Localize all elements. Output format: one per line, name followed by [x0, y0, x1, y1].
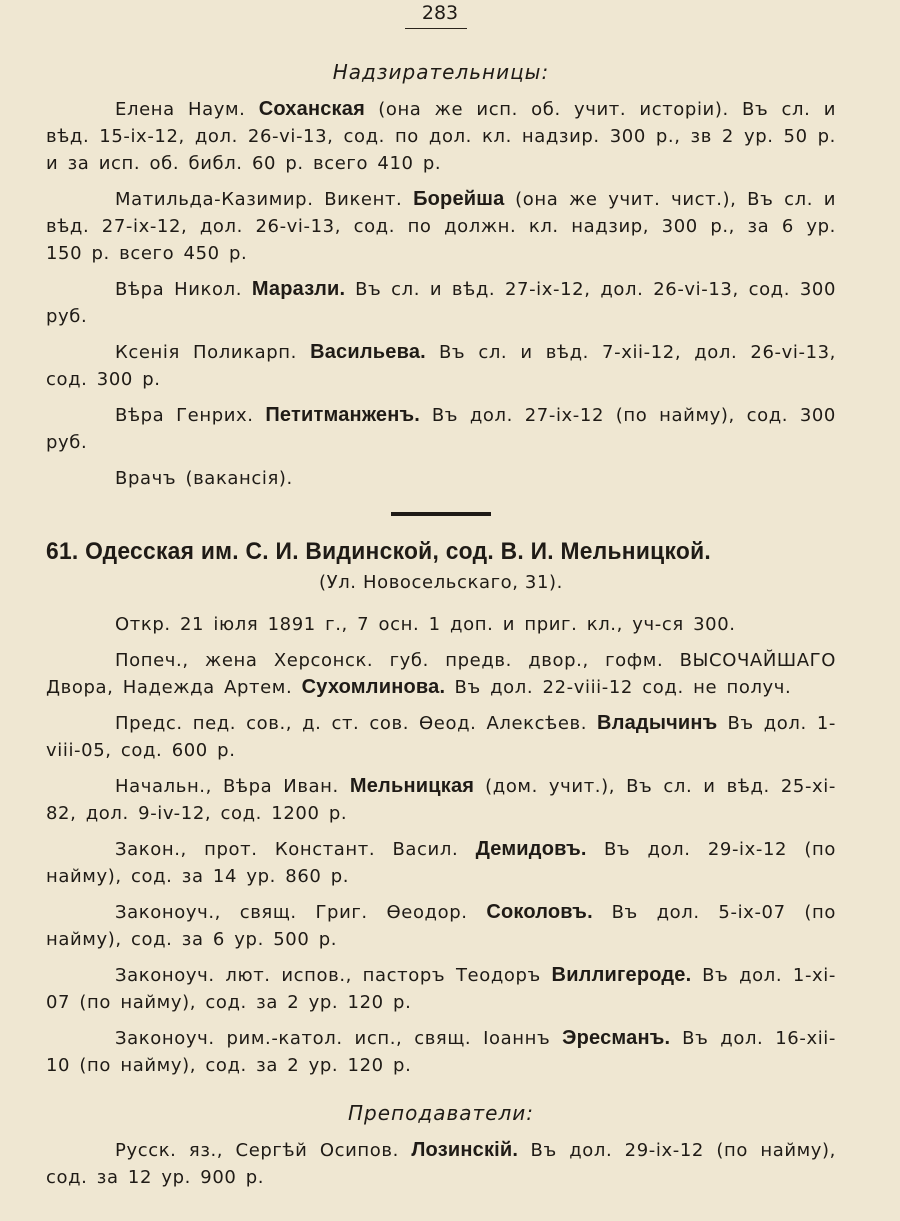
entry-paragraph [46, 962, 836, 1016]
person-surname: Сухомлинова. [301, 676, 446, 698]
entry-paragraph [46, 710, 836, 764]
entry-text: Въ дол. 1-viii-05, сод. 600 р. [46, 713, 836, 761]
person-surname: Васильева. [310, 341, 426, 363]
person-surname: Лозинскій. [411, 1139, 519, 1161]
person-surname: Демидовъ. [475, 838, 587, 860]
entry-paragraph [46, 96, 836, 177]
entry-text: Вѣра Никол. [115, 279, 252, 300]
entry-text: Начальн., Вѣра Иван. [115, 776, 350, 797]
person-surname: Петитманженъ. [265, 404, 421, 426]
entry-text: Откр. 21 іюля 1891 г., 7 осн. 1 доп. и приг. кл., уч-ся 300. [115, 614, 736, 635]
entry-text: Въ дол. 29-ix-12 (по найму), сод. за 12 ур. 900 р. [46, 1140, 836, 1188]
entry-text: (она же исп. об. учит. исторіи). Въ сл. и вѣд. 15-ix-12, дол. 26-vi-13, сод. по дол. кл. надзир. 300 р., зв 2 ур. 50 р. и за исп. об. библ. 60 р. всего 410 р. [46, 99, 836, 174]
person-surname: Виллигероде. [551, 964, 692, 986]
page-content [46, 54, 836, 1200]
entry-text: Въ сл. и вѣд. 7-xii-12, дол. 26-vi-13, сод. 300 р. [46, 342, 836, 390]
entry-text: (дом. учит.), Въ сл. и вѣд. 25-xi-82, дол. 9-iv-12, сод. 1200 р. [46, 776, 836, 824]
entry-paragraph [46, 1025, 836, 1079]
entry-paragraph [46, 276, 836, 330]
entry-paragraph [46, 402, 836, 456]
entry-text: Вѣра Генрих. [115, 405, 266, 426]
person-surname: Эресманъ. [562, 1027, 671, 1049]
entry-text: Попеч., жена Херсонск. губ. предв. двор., гофм. ВЫСОЧАЙШАГО Двора, Надежда Артем. [46, 650, 836, 698]
entry-paragraph [46, 611, 836, 638]
school-address: (Ул. Новосельскаго, 31). [319, 572, 563, 593]
person-surname: Мельницкая [349, 775, 475, 797]
person-surname: Владычинъ [597, 712, 718, 734]
entry-text: Въ дол. 22-viii-12 сод. не получ. [445, 677, 792, 698]
person-surname: Борейша [413, 188, 505, 210]
person-surname: Маразли. [251, 278, 346, 300]
entry-text: Въ дол. 1-xi-07 (по найму), сод. за 2 ур. 120 р. [46, 965, 836, 1013]
entry-text: Матильда-Казимир. Викент. [115, 189, 414, 210]
entry-text: Въ дол. 5-ix-07 (по найму), сод. за 6 ур. 500 р. [46, 902, 836, 950]
entry-text: Закон., прот. Констант. Васил. [115, 839, 476, 860]
section-divider [391, 512, 491, 516]
entry-text: Законоуч. рим.-катол. исп., свящ. Іоаннъ [115, 1028, 563, 1049]
page-number-rule [405, 28, 467, 29]
entry-paragraph [46, 1137, 836, 1191]
section-heading-supervisors: Надзирательницы: [332, 60, 550, 84]
entry-paragraph [46, 836, 836, 890]
entry-text: Предс. пед. сов., д. ст. сов. Ѳеод. Алексѣев. [115, 713, 598, 734]
school-title: 61. Одесская им. С. И. Видинской, сод. В. И. Мельницкой. [46, 538, 711, 565]
entry-paragraph [46, 899, 836, 953]
entry-paragraph [46, 773, 836, 827]
entry-text: (она же учит. чист.), Въ сл. и вѣд. 27-ix-12, дол. 26-vi-13, сод. по должн. кл. надзир, 300 р., за 6 ур. 150 р. всего 450 р. [46, 189, 836, 264]
entry-text: Елена Наум. [115, 99, 259, 120]
section-heading-teachers: Преподаватели: [348, 1101, 534, 1125]
page-number: 283 [421, 2, 459, 24]
school-staff-list [46, 611, 836, 1079]
supervisors-list [46, 96, 836, 492]
entry-text: Русск. яз., Сергѣй Осипов. [115, 1140, 412, 1161]
entry-text: Въ дол. 27-ix-12 (по найму), сод. 300 руб. [46, 405, 836, 453]
entry-text: Законоуч., свящ. Григ. Ѳеодор. [115, 902, 487, 923]
entry-text: Врачъ (вакансія). [115, 468, 293, 489]
entry-paragraph [46, 647, 836, 701]
person-surname: Соколовъ. [486, 901, 593, 923]
teachers-list [46, 1137, 836, 1191]
entry-text: Ксенія Поликарп. [115, 342, 311, 363]
entry-paragraph [46, 339, 836, 393]
entry-text: Въ дол. 16-xii-10 (по найму), сод. за 2 ур. 120 р. [46, 1028, 836, 1076]
entry-paragraph [46, 186, 836, 267]
person-surname: Соханская [258, 98, 365, 120]
entry-text: Въ дол. 29-ix-12 (по найму), сод. за 14 ур. 860 р. [46, 839, 836, 887]
entry-text: Законоуч. лют. испов., пасторъ Теодоръ [115, 965, 552, 986]
entry-text: Въ сл. и вѣд. 27-ix-12, дол. 26-vi-13, сод. 300 руб. [46, 279, 836, 327]
entry-paragraph [46, 465, 836, 492]
